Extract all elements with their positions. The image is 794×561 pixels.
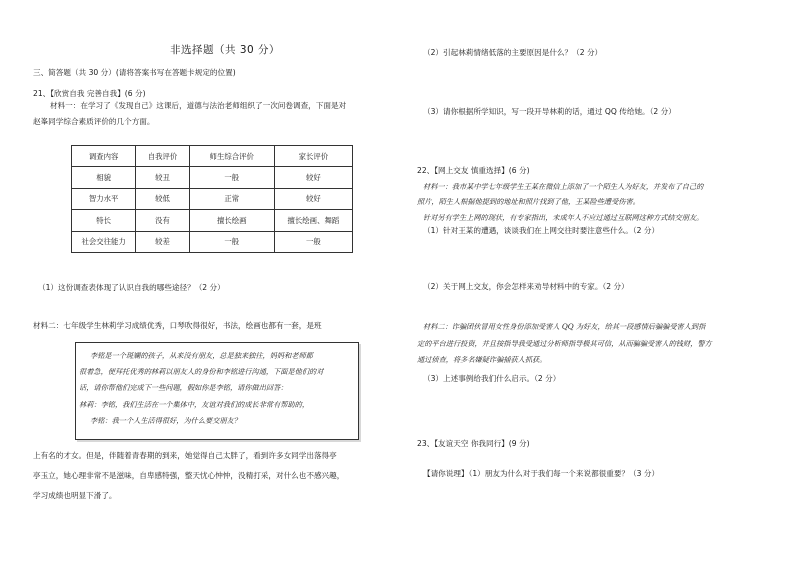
table-row bbox=[72, 188, 353, 209]
table-cell: 一般 bbox=[274, 231, 352, 252]
table-row bbox=[72, 210, 353, 231]
table-cell: 智力水平 bbox=[72, 188, 136, 209]
q22-material1-line: 材料一：我市某中学七年级学生王某在微信上添加了一个陌生人为好友，并发布了自己的 bbox=[423, 182, 704, 191]
q21-sub1: （1）这份调查表体现了认识自我的哪些途径？（2 分） bbox=[38, 283, 225, 292]
table-header-cell: 家长评价 bbox=[274, 146, 352, 167]
q22-material2-line: 定的平台进行投资，并且按指导我受通过分析师指导极其可信，从而骗骗受害人的钱财，警方 bbox=[417, 339, 712, 348]
table-cell: 一般 bbox=[189, 167, 274, 188]
table-cell: 相貌 bbox=[72, 167, 136, 188]
dialog-box bbox=[75, 342, 359, 440]
dialog-line: 李铭是一个斑斓的孩子，从来没有朋友，总是独来独往，妈妈和老师都 bbox=[90, 351, 313, 360]
table-cell: 较丑 bbox=[136, 167, 189, 188]
table-header-cell: 调查内容 bbox=[72, 146, 136, 167]
table-cell: 一般 bbox=[189, 231, 274, 252]
table-header-cell: 师生综合评价 bbox=[189, 146, 274, 167]
table-cell: 社会交往能力 bbox=[72, 231, 136, 252]
q23-heading: 23、【友谊天空 你我同行】(9 分) bbox=[417, 439, 530, 448]
table-header-cell: 自我评价 bbox=[136, 146, 189, 167]
q22-material1-line: 照片，陌生人根据他提到的地址和照片找到了他，王某险些遭受伤害。 bbox=[417, 197, 640, 206]
material1-text: 材料一：在学习了《发现自己》这课后，道德与法治老师组织了一次问卷调查，下面是对 bbox=[50, 101, 347, 110]
q22-heading: 22、【网上交友 慎重选择】(6 分) bbox=[417, 166, 530, 175]
material2-text-cont: 亭玉立，她心理非常不是滋味，自卑感特强，整天忧心忡忡，没精打采，对什么也不感兴趣， bbox=[33, 471, 345, 480]
table-cell: 正常 bbox=[189, 188, 274, 209]
q21-sub3: （3）请你根据所学知识，写一段开导林莉的话，通过 QQ 传给她。（2 分） bbox=[423, 107, 676, 116]
q22-material2-line: 材料二：诈骗团伙冒用女性身份添加受害人 QQ 为好友，给其一段感情后骗骗受害人到指 bbox=[423, 322, 706, 331]
table-row bbox=[72, 231, 353, 252]
table-cell: 没有 bbox=[136, 210, 189, 231]
q22-sub2: （2）关于网上交友，你会怎样来劝导材料中的专家。（2 分） bbox=[423, 282, 629, 291]
q22-material1-line: 针对另有学生上网的现状，有专家指出，未成年人不应过通过互联网这种方式结交朋友。 bbox=[423, 213, 704, 222]
material1-text-cont: 赵峯同学综合素质评价的几个方面。 bbox=[33, 117, 155, 126]
table-cell: 擅长绘画、舞蹈 bbox=[274, 210, 352, 231]
table-cell: 擅长绘画 bbox=[189, 210, 274, 231]
table-cell: 较好 bbox=[274, 167, 352, 188]
table-cell: 较低 bbox=[136, 188, 189, 209]
table-cell: 较差 bbox=[136, 231, 189, 252]
evaluation-table bbox=[71, 145, 353, 253]
q22-material2-line: 通过侦查，将多名嫌疑诈骗捕获人抓获。 bbox=[417, 355, 547, 364]
q21-heading: 21、【欣赏自我 完善自我】(6 分) bbox=[33, 89, 146, 98]
material2-text-cont: 学习成绩也明显下滑了。 bbox=[33, 491, 117, 500]
table-cell: 较好 bbox=[274, 188, 352, 209]
q22-sub3: （3）上述事例给我们什么启示。（2 分） bbox=[423, 374, 561, 383]
dialog-line: 很着急，便拜托优秀的林莉以朋友人的身份和李铭进行沟通，下面是他们的对 bbox=[79, 367, 324, 376]
dialog-line: 话，请你帮他们完成下一些问题，假如你是李铭，请你做出回答： bbox=[79, 383, 288, 392]
material2-text-cont: 上有名的才女。但是，伴随着青春期的到来，她觉得自己太胖了，看到许多女同学出落得亭 bbox=[33, 451, 337, 460]
material2-text: 材料二：七年级学生林莉学习成绩优秀，口琴吹得很好，书法，绘画也都有一套，是班 bbox=[33, 321, 322, 330]
table-cell: 特长 bbox=[72, 210, 136, 231]
dialog-line: 李铭：我一个人生活得很好，为什么要交朋友？ bbox=[90, 416, 241, 425]
dialog-line: 林莉：李铭，我们生活在一个集体中，友谊对我们的成长非常有帮助的， bbox=[79, 400, 310, 409]
q23-sub1: 【请你说理】（1）朋友为什么对于我们每一个来说都很重要？（3 分） bbox=[423, 469, 660, 478]
part3-heading: 三、简答题（共 30 分）(请将答案书写在答题卡规定的位置) bbox=[33, 68, 236, 77]
table-row bbox=[72, 167, 353, 188]
q22-sub1: （1）针对王某的遭遇，谈谈我们在上网交往时要注意些什么。（2 分） bbox=[423, 226, 660, 235]
table-header-row bbox=[72, 146, 353, 167]
q21-sub2: （2）引起林莉情绪低落的主要原因是什么？（2 分） bbox=[423, 48, 603, 57]
section-title: 非选择题（共 30 分） bbox=[170, 44, 281, 56]
